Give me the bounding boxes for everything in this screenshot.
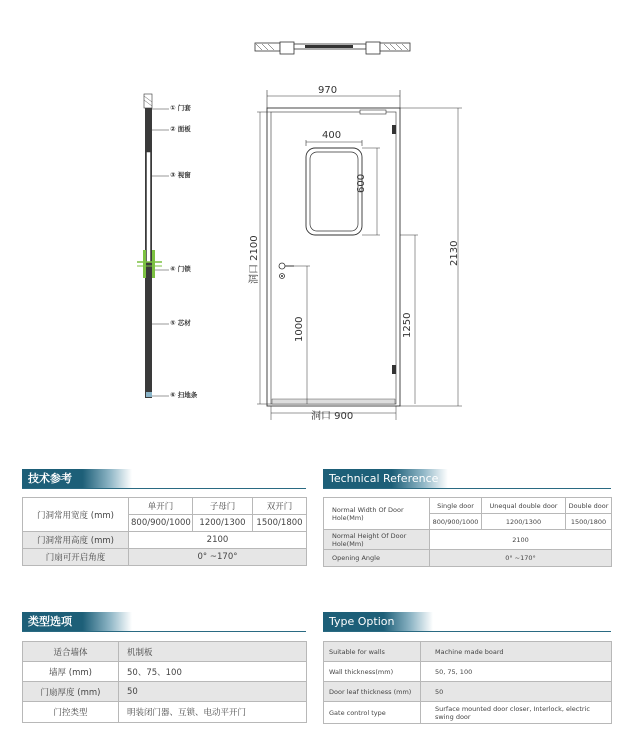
tech-en-width-label: Normal Width Of Door Hole(Mm) — [324, 498, 430, 530]
type-en-row-label: Suitable for walls — [324, 642, 421, 662]
type-cn-row-value: 50、75、100 — [119, 662, 307, 682]
type-en-row-value: 50, 75, 100 — [421, 662, 612, 682]
section-callout-4: ④ 门锁 — [170, 265, 191, 273]
tech-en-header-unequal: Unequal double door — [482, 498, 566, 514]
tech-cn-width-unequal: 1200/1300 — [193, 515, 253, 532]
type-cn-row-label: 门扇厚度 (mm) — [23, 682, 119, 702]
dim-total-height: 2130 — [449, 240, 460, 266]
tech-cn-angle-label: 门扇可开启角度 — [23, 549, 129, 566]
tech-en-header-double: Double door — [566, 498, 612, 514]
tech-en-angle-value: 0° ~170° — [430, 550, 612, 567]
type-cn-row-value: 机制板 — [119, 642, 307, 662]
type-cn-row-label: 适合墙体 — [23, 642, 119, 662]
tech-en-rule — [323, 488, 611, 489]
tech-en-height-value: 2100 — [430, 530, 612, 550]
tech-cn-title: 技术参考 — [22, 469, 132, 488]
tech-en-header-single: Single door — [430, 498, 482, 514]
section-callout-2: ② 面板 — [170, 125, 191, 133]
door-plan-view — [250, 38, 420, 58]
type-en-row-value: Surface mounted door closer, Interlock, electric swing door — [421, 702, 612, 724]
type-cn-title: 类型选项 — [22, 612, 132, 631]
dim-window-bottom: 1250 — [402, 312, 413, 338]
section-callout-1: ① 门套 — [170, 104, 191, 112]
tech-en-height-label: Normal Height Of Door Hole(Mm) — [324, 530, 430, 550]
type-en-title: Type Option — [323, 612, 433, 631]
tech-cn-rule — [22, 488, 306, 489]
tech-en-title: Technical Reference — [323, 469, 448, 488]
type-cn-row-label: 门控类型 — [23, 702, 119, 723]
door-elevation-view — [240, 80, 470, 420]
tech-cn-width-double: 1500/1800 — [253, 515, 307, 532]
section-callout-3: ③ 视窗 — [170, 171, 191, 179]
type-en-row-label: Door leaf thickness (mm) — [324, 682, 421, 702]
door-section-view — [135, 92, 235, 412]
dim-opening-height: 洞口 2100 — [249, 235, 260, 284]
type-cn-table — [22, 641, 307, 723]
tech-cn-width-single: 800/900/1000 — [129, 515, 193, 532]
dim-window-height: 600 — [356, 173, 367, 193]
tech-cn-header-unequal: 子母门 — [193, 498, 253, 515]
type-en-row-value: 50 — [421, 682, 612, 702]
tech-cn-table — [22, 497, 307, 566]
dim-window-width: 400 — [322, 130, 342, 141]
type-cn-row-label: 墙厚 (mm) — [23, 662, 119, 682]
tech-en-table — [323, 497, 612, 567]
type-en-row-label: Wall thickness(mm) — [324, 662, 421, 682]
type-en-rule — [323, 631, 611, 632]
tech-en-width-single: 800/900/1000 — [430, 514, 482, 530]
type-cn-row-value: 50 — [119, 682, 307, 702]
type-cn-rule — [22, 631, 306, 632]
type-en-row-label: Gate control type — [324, 702, 421, 724]
tech-en-width-double: 1500/1800 — [566, 514, 612, 530]
section-callout-6: ⑥ 扫地条 — [170, 391, 198, 399]
tech-cn-header-single: 单开门 — [129, 498, 193, 515]
type-cn-row-value: 明装闭门器、互锁、电动平开门 — [119, 702, 307, 723]
tech-cn-height-value: 2100 — [129, 532, 307, 549]
section-callout-5: ⑤ 芯材 — [170, 319, 191, 327]
tech-cn-width-label: 门洞常用宽度 (mm) — [23, 498, 129, 532]
tech-cn-height-label: 门洞常用高度 (mm) — [23, 532, 129, 549]
tech-en-width-unequal: 1200/1300 — [482, 514, 566, 530]
dim-width-970: 970 — [318, 85, 338, 96]
dim-handle-height: 1000 — [294, 316, 305, 342]
tech-en-angle-label: Opening Angle — [324, 550, 430, 567]
tech-cn-angle-value: 0° ~170° — [129, 549, 307, 566]
type-en-row-value: Machine made board — [421, 642, 612, 662]
tech-cn-header-double: 双开门 — [253, 498, 307, 515]
dim-opening-width: 洞口 900 — [311, 411, 354, 422]
type-en-table — [323, 641, 612, 724]
